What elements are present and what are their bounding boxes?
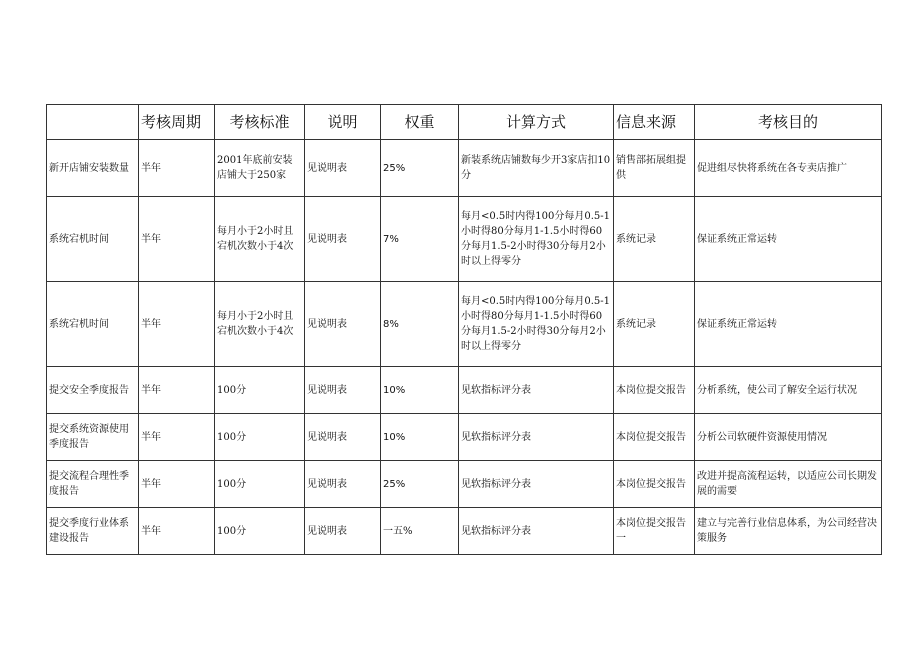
item-cell: 提交系统资源使用季度报告	[47, 414, 139, 461]
note-cell: 见说明表	[305, 461, 381, 508]
header-weight: 权重	[381, 105, 459, 140]
item-cell: 提交流程合理性季度报告	[47, 461, 139, 508]
method-cell: 新装系统店铺数每少开3家店扣10分	[459, 140, 614, 197]
method-cell: 见软指标评分表	[459, 367, 614, 414]
header-row	[47, 105, 882, 140]
header-note: 说明	[305, 105, 381, 140]
table-row	[47, 367, 882, 414]
table-row	[47, 282, 882, 367]
standard-cell: 100分	[215, 508, 305, 555]
weight-cell: 7%	[381, 197, 459, 282]
method-cell: 见软指标评分表	[459, 508, 614, 555]
source-cell: 本岗位提交报告	[614, 367, 695, 414]
weight-cell: 一五%	[381, 508, 459, 555]
header-method: 计算方式	[459, 105, 614, 140]
item-cell: 系统宕机时间	[47, 197, 139, 282]
purpose-cell: 保证系统正常运转	[695, 197, 882, 282]
table-row	[47, 197, 882, 282]
table-row	[47, 140, 882, 197]
source-cell: 系统记录	[614, 197, 695, 282]
purpose-cell: 保证系统正常运转	[695, 282, 882, 367]
item-cell: 提交安全季度报告	[47, 367, 139, 414]
purpose-cell: 促进组尽快将系统在各专卖店推广	[695, 140, 882, 197]
weight-cell: 10%	[381, 414, 459, 461]
purpose-cell: 分析系统，使公司了解安全运行状况	[695, 367, 882, 414]
table-row	[47, 461, 882, 508]
note-cell: 见说明表	[305, 282, 381, 367]
source-cell: 销售部拓展组提供	[614, 140, 695, 197]
period-cell: 半年	[139, 140, 215, 197]
item-cell: 提交季度行业体系建设报告	[47, 508, 139, 555]
header-source: 信息来源	[614, 105, 695, 140]
weight-cell: 10%	[381, 367, 459, 414]
standard-cell: 100分	[215, 461, 305, 508]
period-cell: 半年	[139, 414, 215, 461]
method-cell: 见软指标评分表	[459, 414, 614, 461]
weight-cell: 25%	[381, 461, 459, 508]
header-item	[47, 105, 139, 140]
method-cell: 每月<0.5时内得100分每月0.5-1小时得80分每月1-1.5小时得60分每月1.5-2小时得30分每月2小时以上得零分	[459, 282, 614, 367]
purpose-cell: 改进并提高流程运转，以适应公司长期发展的需要	[695, 461, 882, 508]
standard-cell: 2001年底前安装店铺大于250家	[215, 140, 305, 197]
source-cell: 本岗位提交报告一	[614, 508, 695, 555]
source-cell: 本岗位提交报告	[614, 414, 695, 461]
header-standard: 考核标准	[215, 105, 305, 140]
note-cell: 见说明表	[305, 367, 381, 414]
header-period: 考核周期	[139, 105, 215, 140]
source-cell: 系统记录	[614, 282, 695, 367]
standard-cell: 每月小于2小时且宕机次数小于4次	[215, 282, 305, 367]
note-cell: 见说明表	[305, 140, 381, 197]
period-cell: 半年	[139, 461, 215, 508]
purpose-cell: 建立与完善行业信息体系，为公司经营决策服务	[695, 508, 882, 555]
item-cell: 系统宕机时间	[47, 282, 139, 367]
weight-cell: 25%	[381, 140, 459, 197]
period-cell: 半年	[139, 367, 215, 414]
period-cell: 半年	[139, 197, 215, 282]
note-cell: 见说明表	[305, 197, 381, 282]
note-cell: 见说明表	[305, 414, 381, 461]
table-row	[47, 508, 882, 555]
method-cell: 每月<0.5时内得100分每月0.5-1小时得80分每月1-1.5小时得60分每月1.5-2小时得30分每月2小时以上得零分	[459, 197, 614, 282]
period-cell: 半年	[139, 282, 215, 367]
period-cell: 半年	[139, 508, 215, 555]
source-cell: 本岗位提交报告	[614, 461, 695, 508]
standard-cell: 100分	[215, 414, 305, 461]
kpi-table	[46, 104, 882, 555]
standard-cell: 每月小于2小时且宕机次数小于4次	[215, 197, 305, 282]
purpose-cell: 分析公司软硬件资源使用情况	[695, 414, 882, 461]
method-cell: 见软指标评分表	[459, 461, 614, 508]
standard-cell: 100分	[215, 367, 305, 414]
item-cell: 新开店铺安装数量	[47, 140, 139, 197]
header-purpose: 考核目的	[695, 105, 882, 140]
note-cell: 见说明表	[305, 508, 381, 555]
table-row	[47, 414, 882, 461]
weight-cell: 8%	[381, 282, 459, 367]
